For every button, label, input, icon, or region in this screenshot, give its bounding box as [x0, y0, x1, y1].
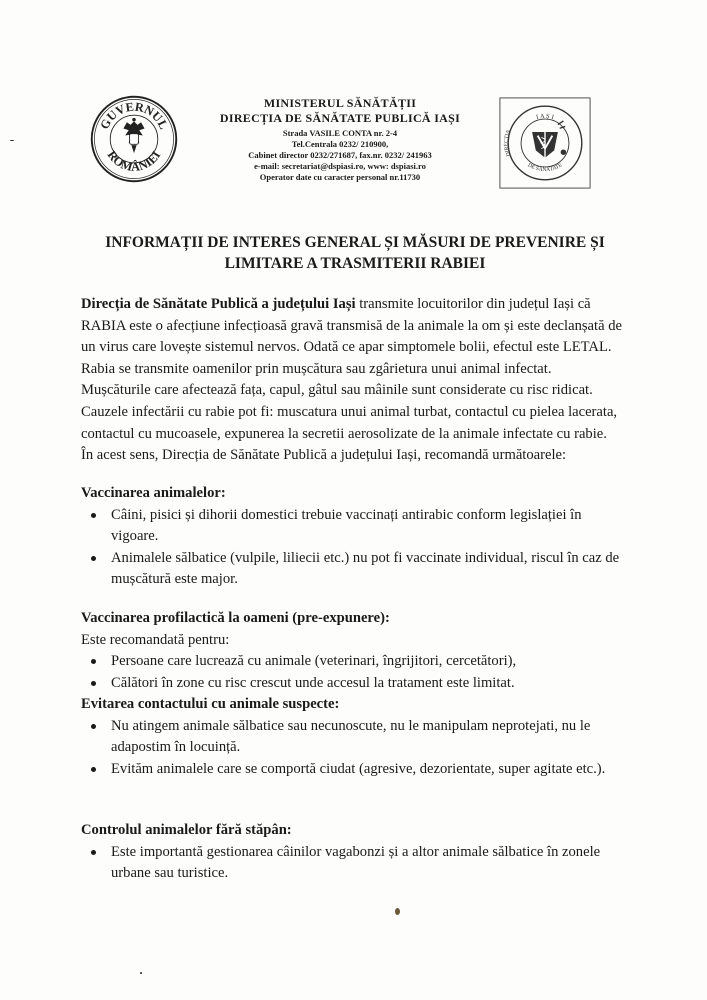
scan-speck [10, 140, 14, 141]
section-stray-control [81, 820, 661, 885]
intro-first-line-rest: transmite locuitorilor din județul Iași că [355, 296, 591, 312]
section-title: Vaccinarea animalelor: [81, 485, 226, 501]
phone-line: Tel.Centrala 0232/ 210900, [291, 139, 389, 149]
email-line: e-mail: secretariat@dspiasi.ro, www: dspiasi.ro [254, 161, 426, 171]
section-title: Vaccinarea profilactică la oameni (pre-expunere): [81, 610, 390, 626]
scan-speck [395, 908, 400, 915]
bullet-item: Câini, pisici și dihorii domestici trebuie vaccinați antirabic conform legislației în vigoare. [81, 505, 621, 548]
document-title [70, 232, 640, 274]
title-line-1: INFORMAȚII DE INTERES GENERAL ȘI MĂSURI DE PREVENIRE ȘI [105, 234, 605, 251]
government-seal-logo [90, 95, 178, 183]
bullet-item: Călători în zone cu risc crescut unde accesul la tratament este limitat. [81, 673, 661, 695]
emblem-left-text: DIRECȚIA [503, 129, 513, 157]
bullet-item: Este importantă gestionarea câinilor vagabonzi și a altor animale sălbatice în zonele urbane sau turistice. [81, 842, 641, 885]
ministry-name: MINISTERUL SĂNĂTĂȚII [263, 96, 417, 110]
section-title: Evitarea contactului cu animale suspecte: [81, 696, 340, 712]
intro-lead: Direcția de Sănătate Publică a județului Iași [81, 296, 356, 312]
emblem-bottom-text: DE SĂNĂTATE [526, 162, 564, 174]
intro-line: contactul cu mucoasele, expunerea la secretii aerosolizate de la animale infectate cu rabie. [81, 425, 607, 442]
intro-line: un virus care lovește sistemul nervos. Odată ce apar simptomele bolii, efectul este LETAL. [81, 339, 612, 356]
address-line: Strada VASILE CONTA nr. 2-4 [282, 128, 398, 138]
intro-line: Rabia se transmite oamenilor prin mușcătura sau zgârietura unui animal infectat. [81, 360, 552, 377]
bullet-item: Animalele sălbatice (vulpile, liliecii etc.) nu pot fi vaccinate individual, riscul în caz de mușcătură este major. [81, 548, 621, 591]
intro-paragraph [81, 294, 651, 467]
svg-text:I A Ș I [535, 113, 554, 121]
intro-line: Cauzele infectării cu rabie pot fi: muscatura unui animal turbat, contactul cu pielea lacerata, [81, 403, 618, 420]
scan-speck [140, 972, 142, 974]
intro-line: Mușcăturile care afectează fața, capul, gâtul sau mâinile sunt considerate cu risc ridicat. [81, 382, 593, 399]
intro-line: RABIA este o afecțiune infecțioasă gravă transmisă de la animale la om și este declanșată de [81, 317, 622, 334]
seal-top-text: GUVERNUL [97, 99, 171, 132]
institution-header [185, 96, 495, 183]
intro-line: În acest sens, Direcția de Sănătate Publică a județului Iași, recomandă următoarele: [81, 447, 567, 464]
svg-text:DIRECȚIA [503, 129, 512, 157]
operator-line: Operator date cu caracter personal nr.11730 [259, 172, 421, 182]
cabinet-line: Cabinet director 0232/271687, fax.nr. 0232/ 241963 [248, 150, 432, 160]
bullet-item: Evităm animalele care se comportă ciudat (agresive, dezorientate, super agitate etc.). [81, 759, 641, 781]
section-avoid-contact [81, 694, 661, 780]
section-human-vaccination [81, 608, 661, 694]
bullet-item: Nu atingem animale sălbatice sau necunoscute, nu le manipulam neprotejati, nu le adapostim în locuință. [81, 716, 641, 759]
seal-bottom-text: ROMÂNIEI [104, 148, 164, 174]
directorate-name: DIRECȚIA DE SĂNĂTATE PUBLICĂ IAȘI [219, 111, 461, 125]
section-animal-vaccination [81, 483, 661, 591]
emblem-top-text: I A Ș I [535, 112, 555, 122]
section-subtitle: Este recomandată pentru: [81, 631, 230, 648]
bullet-item: Persoane care lucrează cu animale (veterinari, îngrijitori, cercetători), [81, 651, 661, 673]
dsp-iasi-logo [499, 97, 591, 189]
title-line-2: LIMITARE A TRASMITERII RABIEI [224, 255, 486, 272]
section-title: Controlul animalelor fără stăpân: [81, 822, 292, 838]
